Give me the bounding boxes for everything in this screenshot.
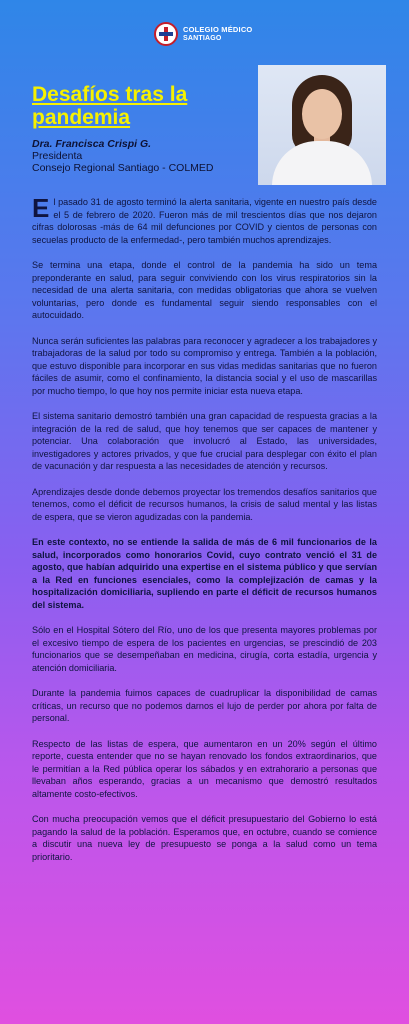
paragraph-5: Aprendizajes desde donde debemos proyectar los tremendos desafíos sanitarios que tenemos, como el déficit de recursos humanos, la crisis de salud mental y las listas de espera, que se vieron agudizadas con la pandemia. [32, 486, 377, 522]
paragraph-3: Nunca serán suficientes las palabras para reconocer y agradecer a los trabajadores y trabajadoras de la salud por todo su compromiso y entrega. También a la población, que estuvo disponible para incorporar en sus vidas medidas sanitarias que no fueron fáciles de asumir, como el confinamiento, la distancia social y el uso de mascarillas por mucho tiempo, lo que hoy nos permite iniciar esta nueva etapa. [32, 335, 377, 396]
drop-cap: E [32, 193, 50, 223]
paragraph-4: El sistema sanitario demostró también una gran capacidad de respuesta gracias a la integración de la red de salud, que hoy tenemos que ser capaces de mantener y potenciar. Una colaboración que involucró al Estado, las universidades, investigadores y actores privados, y que fue crucial para desplegar con éxito el plan de vacunación y dar respuesta a las necesidades de atención y recursos. [32, 411, 377, 472]
paragraph-9: Respecto de las listas de espera, que aumentaron en un 20% según el último reporte, cuesta entender que no se hayan renovado los fondos extraordinarios, que le permitían a la Red pública operar los sábados y en extrahorario a personas que llevaban años esperando, gracias a un mecanismo que demostró resultados altamente costo-efectivos. [32, 738, 377, 799]
author-photo [258, 65, 386, 185]
paragraph-7: Sólo en el Hospital Sótero del Río, uno de los que presenta mayores problemas por el excesivo tiempo de espera de los pacientes en urgencias, se prescindió de 203 funcionarios que se desempeñaban en medicina, cirugía, corta estadía, urgencia y atención domiciliaria. [32, 625, 377, 673]
paragraph-text: l pasado 31 de agosto terminó la alerta sanitaria, vigente en nuestro país desde el 5 de febrero de 2020. Fueron más de mil trescientos días que nos dejaron cifras dolorosas -más de 64 mil defunciones por COVID y cientos de personas con secuelas producto de la enfermedad-, pero también muchos aprendizajes. [32, 197, 377, 245]
paragraph-2: Se termina una etapa, donde el control de la pandemia ha sido un tema preponderante en salud, para seguir conviviendo con los virus respiratorios sin la necesidad de una alerta sanitaria, con medidas obligatorias que ahora se vuelven voluntarias, pero donde es fundamental seguir siendo responsables con el autocuidado. [32, 259, 377, 321]
author-block [32, 138, 214, 174]
paragraph-8: Durante la pandemia fuimos capaces de cuadruplicar la disponibilidad de camas críticas, un recurso que no podemos darnos el lujo de perder por ahora por falta de personal. [32, 688, 377, 724]
author-role: Presidenta [32, 150, 83, 162]
logo-line-2: SANTIAGO [183, 35, 222, 42]
paragraph-1 [32, 193, 377, 246]
article-title: Desafíos tras la pandemia [32, 83, 188, 129]
paragraph-10: Con mucha preocupación vemos que el déficit presupuestario del Gobierno lo está pagando la salud de la población. Esperamos que, en octubre, cuando se comience a discutir una nueva ley de presupuesto se ponga a la salud como un tema prioritario. [32, 814, 377, 862]
author-org: Consejo Regional Santiago - COLMED [32, 162, 214, 174]
paragraph-6-highlight: En este contexto, no se entiende la salida de más de 6 mil funcionarios de la salud, incorporados como honorarios Covid, cuyo contrato venció el 31 de agosto, que habían adquirido una expertise en el sistema público y que servían a la Red en funciones esenciales, como la complejización de camas y la hospitalización domiciliaria, supliendo en parte el déficit de recursos humanos del sistema. [32, 537, 377, 610]
colmed-emblem-icon [154, 22, 178, 46]
article-body [32, 193, 377, 876]
author-name: Dra. Francisca Crispi G. [32, 138, 152, 150]
colmed-logo [154, 22, 252, 46]
logo-text [183, 25, 252, 43]
logo-line-1: COLEGIO MÉDICO [183, 25, 253, 34]
